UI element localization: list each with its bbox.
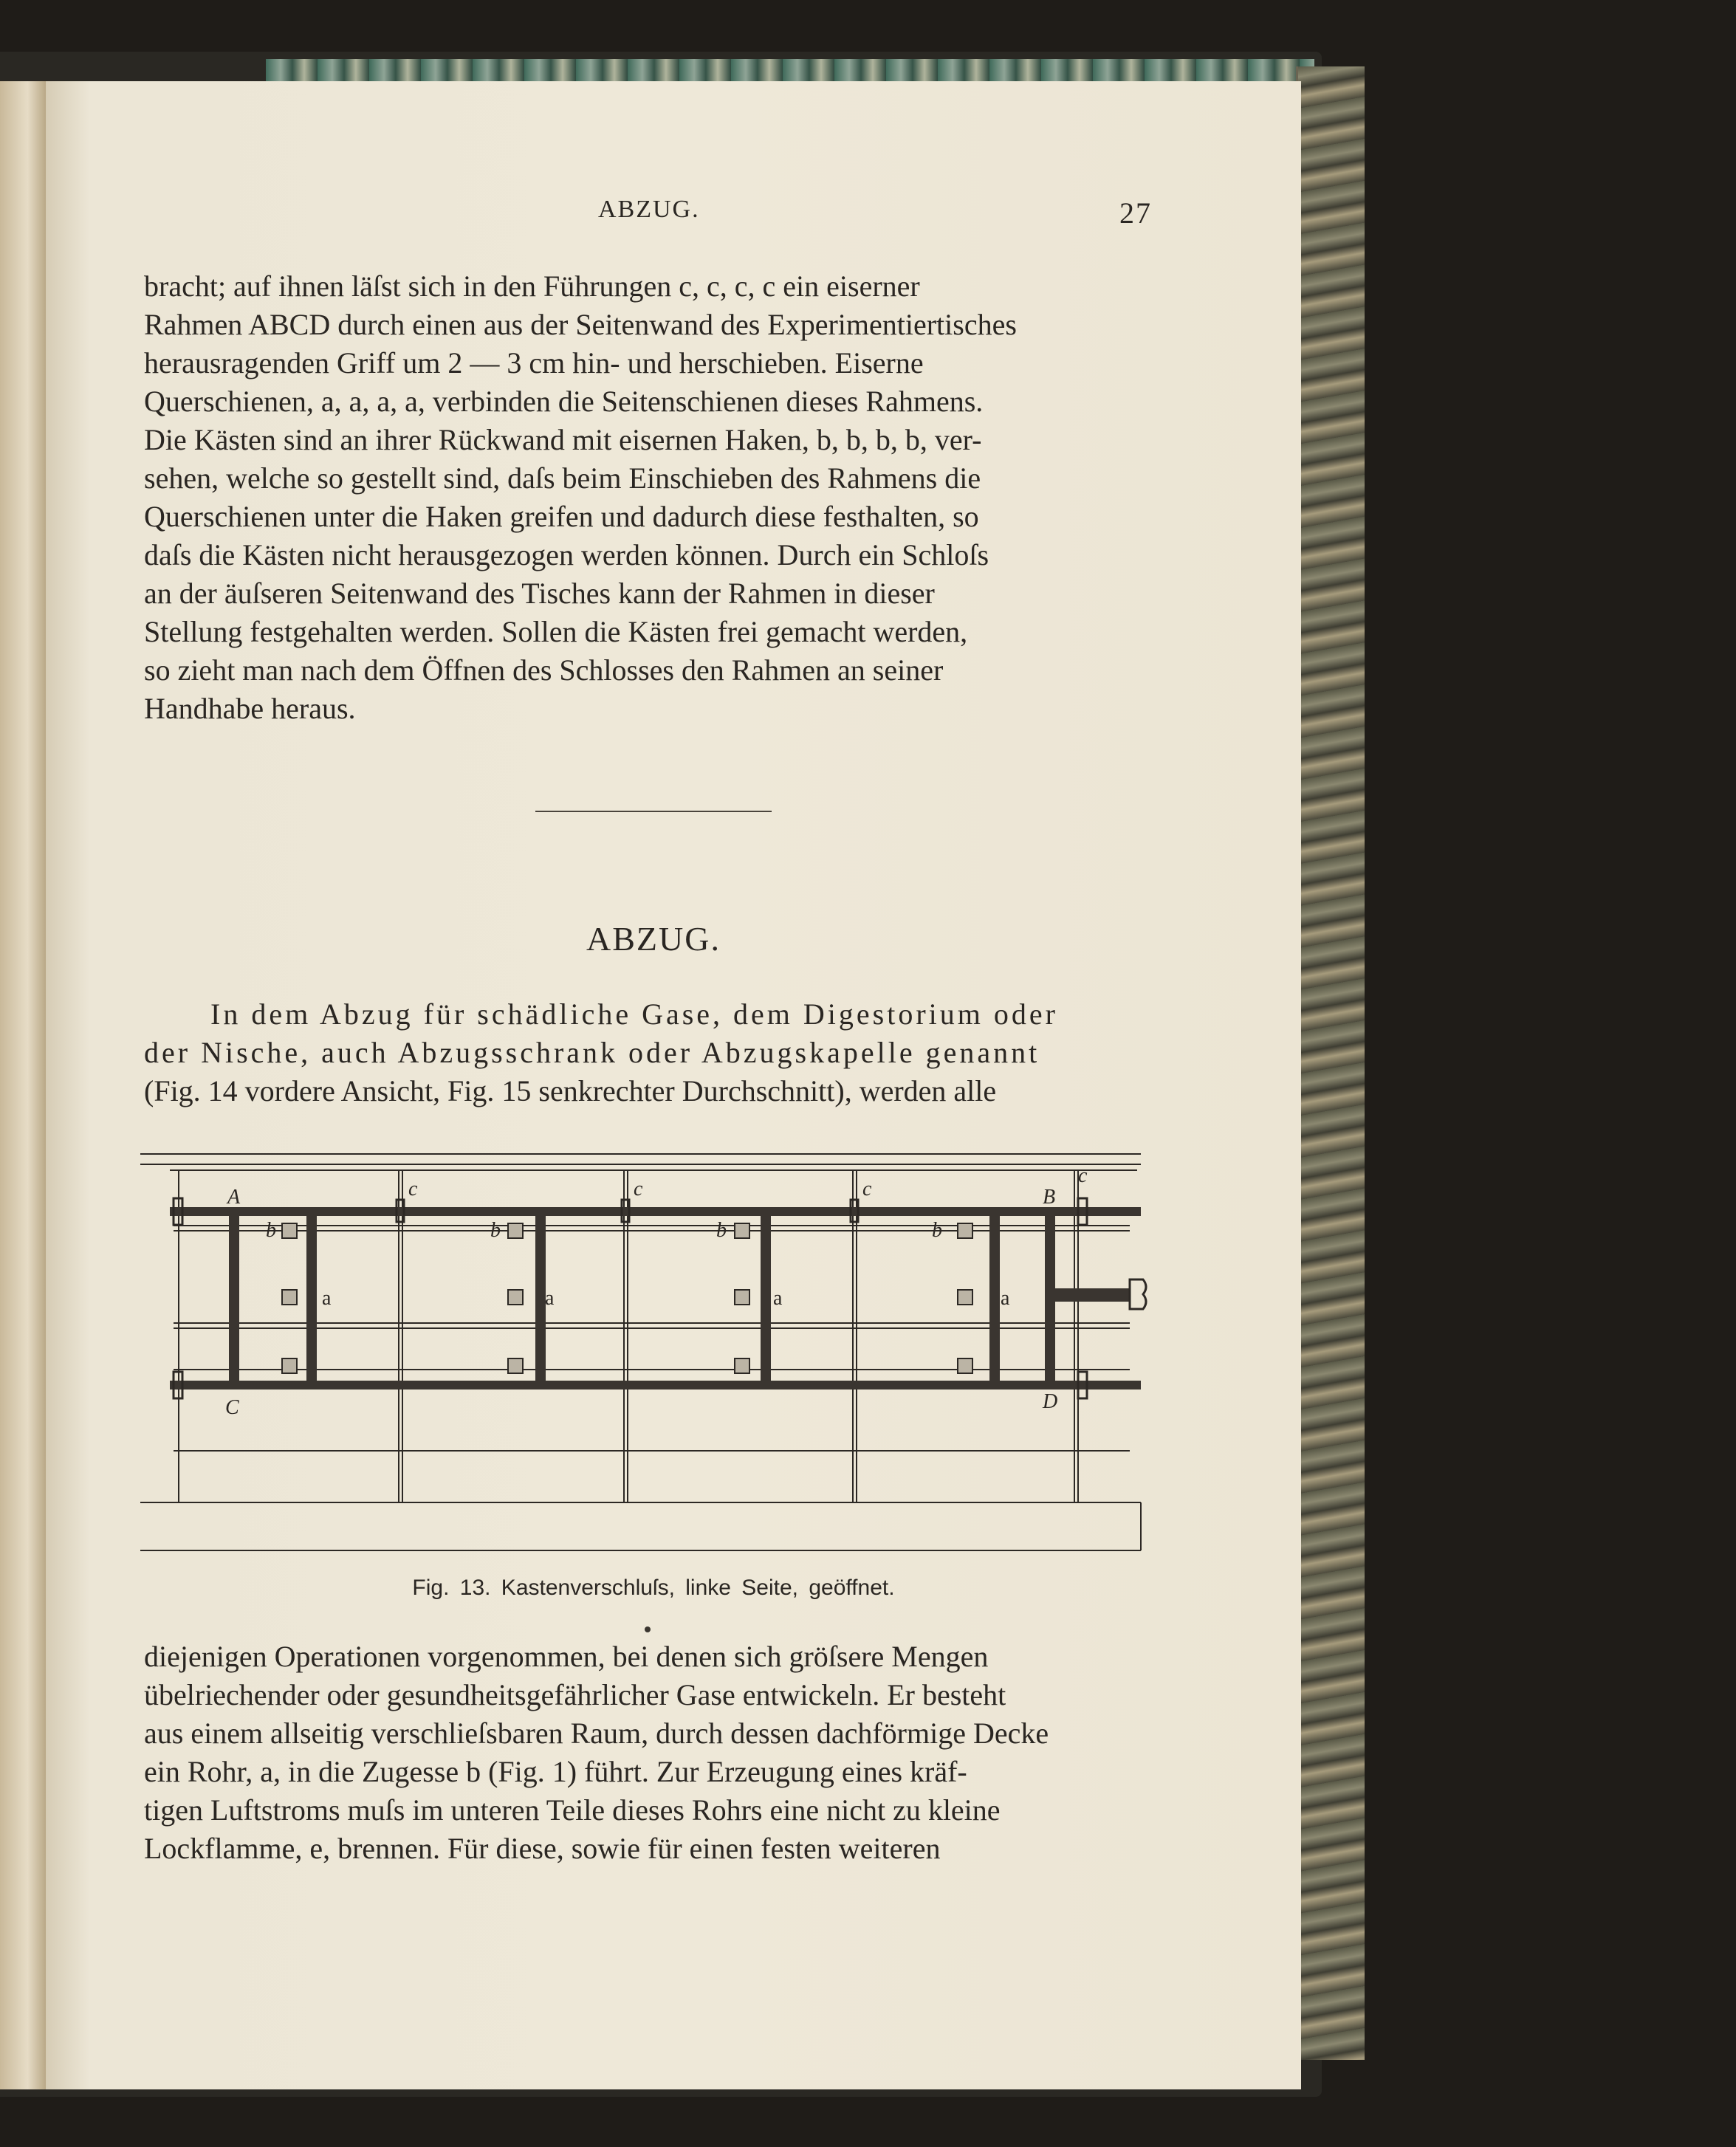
label-b: b xyxy=(490,1219,501,1242)
paragraph-abzug-intro xyxy=(144,995,1163,1110)
text-line: aus einem allseitig verschlieſsbaren Raum, durch dessen dachförmige Decke xyxy=(144,1717,1049,1750)
printer-dot xyxy=(645,1626,651,1632)
label-A: A xyxy=(227,1186,241,1209)
running-title: ABZUG. xyxy=(598,196,700,223)
text-line: In dem Abzug für schädliche Gase, dem Digestorium oder xyxy=(210,997,1058,1031)
label-a: a xyxy=(545,1287,555,1310)
label-b: b xyxy=(266,1219,276,1242)
figure-13 xyxy=(140,1141,1174,1562)
text-line: Querschienen unter die Haken greifen und dadurch diese festhalten, so xyxy=(144,500,979,533)
label-c: c xyxy=(1078,1164,1088,1187)
label-c: c xyxy=(634,1178,643,1200)
marbled-edge-right xyxy=(1296,66,1365,2060)
label-b: b xyxy=(932,1219,942,1242)
label-D: D xyxy=(1043,1390,1058,1413)
section-title: ABZUG. xyxy=(586,920,721,958)
label-c: c xyxy=(862,1178,872,1200)
text-line: Handhabe heraus. xyxy=(144,692,356,725)
text-line: Die Kästen sind an ihrer Rückwand mit eisernen Haken, b, b, b, b, ver- xyxy=(144,423,982,456)
page-number: 27 xyxy=(1119,196,1152,230)
text-line: der Nische, auch Abzugsschrank oder Abzugskapelle genannt xyxy=(144,1036,1040,1069)
text-line: übelriechender oder gesundheitsgefährlicher Gase entwickeln. Er besteht xyxy=(144,1678,1006,1711)
facing-page-edge xyxy=(0,81,46,2089)
label-b: b xyxy=(716,1219,727,1242)
text-line: tigen Luftstroms muſs im unteren Teile dieses Rohrs eine nicht zu kleine xyxy=(144,1793,1001,1827)
frame-diagram xyxy=(140,1141,1174,1562)
text-line: an der äuſseren Seitenwand des Tisches kann der Rahmen in dieser xyxy=(144,577,935,610)
paragraph-abzug-continued xyxy=(144,1638,1163,1868)
text-line: Stellung festgehalten werden. Sollen die Kästen frei gemacht werden, xyxy=(144,615,968,648)
label-c: c xyxy=(408,1178,418,1200)
paragraph-continued xyxy=(144,267,1163,728)
text-line: herausragenden Griff um 2 — 3 cm hin- und herschieben. Eiserne xyxy=(144,346,924,379)
label-B: B xyxy=(1043,1186,1056,1209)
text-line: diejenigen Operationen vorgenommen, bei denen sich gröſsere Mengen xyxy=(144,1640,989,1673)
section-divider xyxy=(535,811,772,812)
figure-caption: Fig. 13. Kastenverschluſs, linke Seite, geöffnet. xyxy=(412,1576,895,1600)
text-line: daſs die Kästen nicht herausgezogen werden können. Durch ein Schloſs xyxy=(144,538,989,571)
label-C: C xyxy=(225,1396,239,1419)
text-line: sehen, welche so gestellt sind, daſs beim Einschieben des Rahmens die xyxy=(144,461,981,495)
text-line: Rahmen ABCD durch einen aus der Seitenwand des Experimentiertisches xyxy=(144,308,1017,341)
text-line: ein Rohr, a, in die Zugesse b (Fig. 1) führt. Zur Erzeugung eines kräf- xyxy=(144,1755,967,1788)
label-a: a xyxy=(773,1287,783,1310)
text-line: (Fig. 14 vordere Ansicht, Fig. 15 senkrechter Durchschnitt), werden alle xyxy=(144,1074,997,1107)
label-a: a xyxy=(1001,1287,1010,1310)
text-line: Lockflamme, e, brennen. Für diese, sowie für einen festen weiteren xyxy=(144,1832,941,1865)
text-line: bracht; auf ihnen läſst sich in den Führungen c, c, c, c ein eiserner xyxy=(144,269,920,303)
label-a: a xyxy=(322,1287,332,1310)
text-line: Querschienen, a, a, a, a, verbinden die Seitenschienen dieses Rahmens. xyxy=(144,385,984,418)
text-line: so zieht man nach dem Öffnen des Schlosses den Rahmen an seiner xyxy=(144,653,944,687)
